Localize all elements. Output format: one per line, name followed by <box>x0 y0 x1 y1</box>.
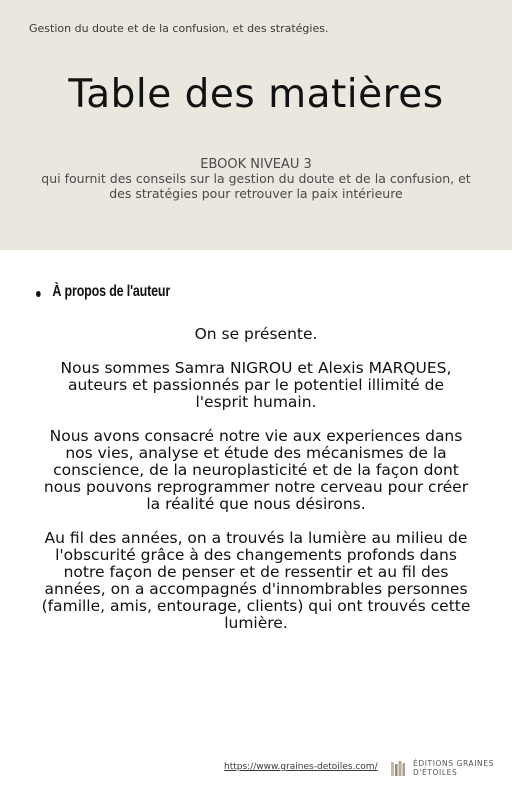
authors-paragraph: Nous sommes Samra NIGROU et Alexis MARQUES, auteurs et passionnés par le potentiel illimité de l'esprit humain. <box>60 359 452 411</box>
intro-paragraph: On se présente. <box>194 325 318 343</box>
publisher-name <box>413 760 494 777</box>
books-logo-icon <box>390 761 408 777</box>
page-title: Table des matières <box>68 72 444 117</box>
light-paragraph: Au fil des années, on a trouvés la lumière au milieu de l'obscurité grâce à des changements profonds dans notre façon de penser et de ressentir et au fil des années, on a accompagnés d'innombrables personnes (famille, amis, entourage, clients) qui ont trouvés cette lumière. <box>41 529 471 632</box>
experience-paragraph: Nous avons consacré notre vie aux experiences dans nos vies, analyse et étude des mécanismes de la conscience, de la neuroplasticité et de la façon dont nous pouvons reprogrammer notre cerveau pour créer la réalité que nous désirons. <box>43 427 469 513</box>
toc-item-label: À propos de l'auteur <box>52 283 171 300</box>
toc-item-about-author[interactable] <box>36 283 170 301</box>
website-link[interactable]: https://www.graines-detoiles.com/ <box>224 762 378 772</box>
ebook-description: qui fournit des conseils sur la gestion du doute et de la confusion, et des stratégies pour retrouver la paix intérieure <box>41 171 471 201</box>
publisher-name-line2: D'ÉTOILES <box>413 767 458 777</box>
publisher-name-line1: ÉDITIONS GRAINES <box>413 759 494 768</box>
bullet-icon <box>36 291 41 297</box>
header-band <box>0 0 512 250</box>
toc-list <box>36 283 208 301</box>
publisher-logo <box>390 760 500 780</box>
header-subtitle: Gestion du doute et de la confusion, et des stratégies. <box>29 22 329 35</box>
ebook-level: EBOOK NIVEAU 3 <box>200 157 312 172</box>
